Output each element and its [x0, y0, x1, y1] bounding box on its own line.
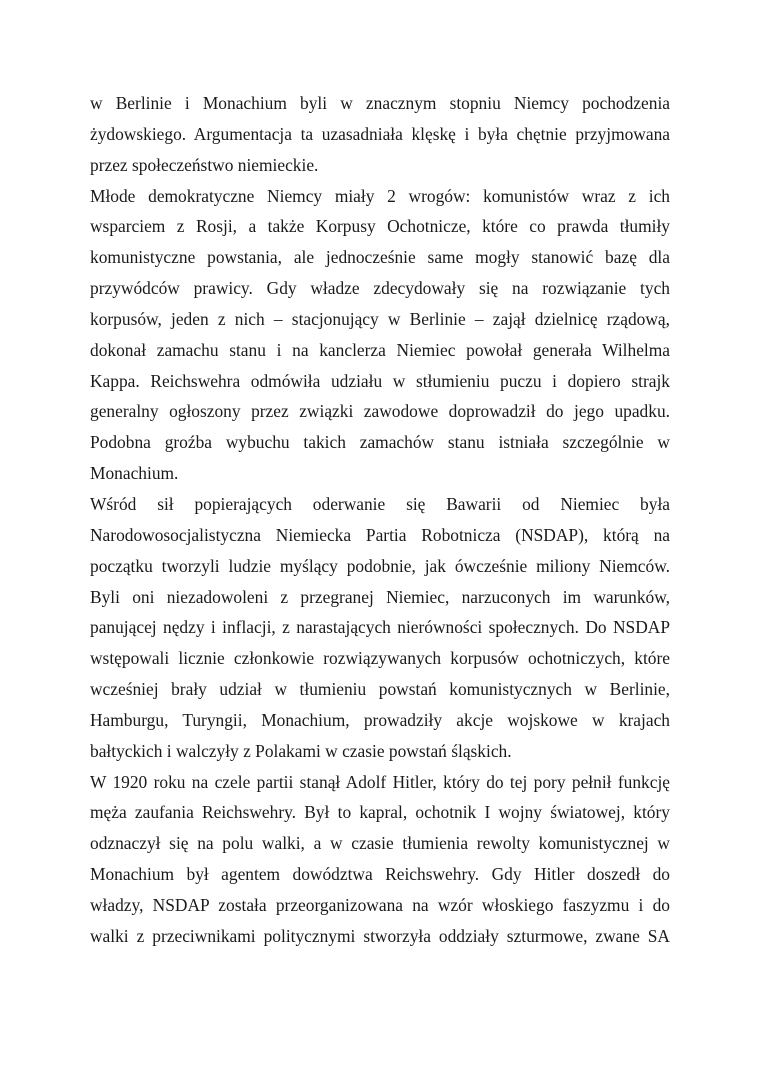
- text-line: Narodowosocjalistyczna Niemiecka Partia Robotnicza (NSDAP), którą na: [90, 524, 670, 545]
- text-line: wcześniej brały udział w tłumieniu powstań komunistycznych w Berlinie,: [90, 679, 670, 700]
- text-line: przez społeczeństwo niemieckie.: [90, 154, 319, 175]
- text-line: Podobna groźba wybuchu takich zamachów stanu istniała szczególnie w: [90, 432, 670, 453]
- text-line: w Berlinie i Monachium byli w znacznym stopniu Niemcy pochodzenia: [90, 93, 670, 113]
- text-line: bałtyckich i walczyły z Polakami w czasie powstań śląskich.: [90, 740, 512, 761]
- text-line: W 1920 roku na czele partii stanął Adolf Hitler, który do tej pory pełnił funkcję: [90, 771, 670, 792]
- paragraph-1: [90, 88, 670, 181]
- body-text: [90, 88, 670, 952]
- paragraph-2: [90, 181, 670, 489]
- paragraph-4: [90, 767, 670, 952]
- text-line: Monachium.: [90, 463, 179, 484]
- text-line: wsparciem z Rosji, a także Korpusy Ochotnicze, które co prawda tłumiły: [90, 216, 670, 237]
- text-line: Kappa. Reichswehra odmówiła udziału w stłumieniu puczu i dopiero strajk: [90, 370, 670, 391]
- text-line: generalny ogłoszony przez związki zawodowe doprowadził do jego upadku.: [90, 401, 670, 422]
- text-line: dokonał zamachu stanu i na kanclerza Niemiec powołał generała Wilhelma: [90, 339, 670, 360]
- text-line: władzy, NSDAP została przeorganizowana na wzór włoskiego faszyzmu i do: [90, 894, 670, 915]
- text-line: Młode demokratyczne Niemcy miały 2 wrogów: komunistów wraz z ich: [90, 185, 670, 206]
- text-line: walki z przeciwnikami politycznymi stworzyła oddziały szturmowe, zwane SA: [90, 925, 670, 946]
- text-line: Monachium był agentem dowództwa Reichswehry. Gdy Hitler doszedł do: [90, 864, 670, 885]
- text-line: męża zaufania Reichswehry. Był to kapral, ochotnik I wojny światowej, który: [90, 802, 670, 823]
- text-line: odznaczył się na polu walki, a w czasie tłumienia rewolty komunistycznej w: [90, 833, 670, 854]
- text-line: początku tworzyli ludzie myślący podobnie, jak ówcześnie miliony Niemców.: [90, 555, 670, 576]
- text-line: panującej nędzy i inflacji, z narastających nierówności społecznych. Do NSDAP: [90, 617, 670, 638]
- text-line: przywódców prawicy. Gdy władze zdecydowały się na rozwiązanie tych: [90, 278, 670, 299]
- text-line: korpusów, jeden z nich – stacjonujący w Berlinie – zajął dzielnicę rządową,: [90, 308, 670, 329]
- text-line: Byli oni niezadowoleni z przegranej Niemiec, narzuconych im warunków,: [90, 586, 670, 607]
- text-line: komunistyczne powstania, ale jednocześnie same mogły stanowić bazę dla: [90, 247, 670, 268]
- text-line: Hamburgu, Turyngii, Monachium, prowadziły akcje wojskowe w krajach: [90, 709, 670, 730]
- text-line: wstępowali licznie członkowie rozwiązywanych korpusów ochotniczych, które: [90, 648, 670, 669]
- text-line: żydowskiego. Argumentacja ta uzasadniała klęskę i była chętnie przyjmowana: [90, 123, 670, 144]
- text-line: Wśród sił popierających oderwanie się Bawarii od Niemiec była: [90, 493, 670, 514]
- paragraph-3: [90, 489, 670, 767]
